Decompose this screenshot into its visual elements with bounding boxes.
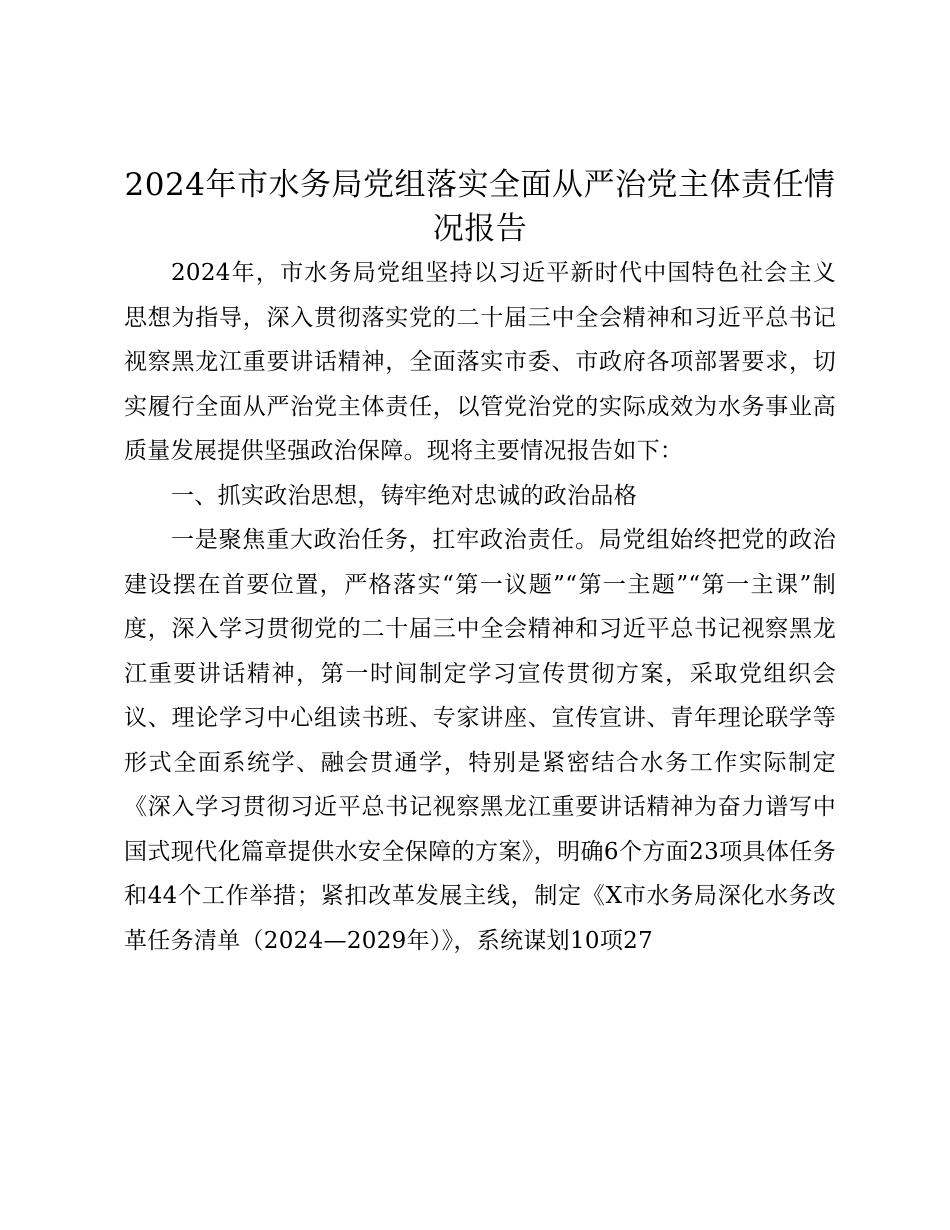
body-paragraph: 一是聚焦重大政治任务，扛牢政治责任。局党组始终把党的政治建设摆在首要位置，严格落实“第一议题”“第一主题”“第一主课”制度，深入学习贯彻党的二十届三中全会精神和习近平总书记视察黑龙江重要讲话精神，第一时间制定学习宣传贯彻方案，采取党组织会议、理论学习中心组读书班、专家讲座、宣传宣讲、青年理论联学等形式全面系统学、融会贯通学，特别是紧密结合水务工作实际制定《深入学习贯彻习近平总书记视察黑龙江重要讲话精神为奋力谱写中国式现代化篇章提供水安全保障的方案》，明确6个方面23项具体任务和44个工作举措；紧扣改革发展主线，制定《X市水务局深化水务改革任务清单（2024—2029年）》，系统谋划10项27 — [124, 527, 836, 954]
section-heading: 一、抓实政治思想，铸牢绝对忠诚的政治品格 — [171, 482, 637, 509]
document-title: 2024年市水务局党组落实全面从严治党主体责任情况报告 — [124, 167, 836, 247]
document-page — [124, 163, 836, 963]
intro-paragraph: 2024年，市水务局党组坚持以习近平新时代中国特色社会主义思想为指导，深入贯彻落实党的二十届三中全会精神和习近平总书记视察黑龙江重要讲话精神，全面落实市委、市政府各项部署要求，切实履行全面从严治党主体责任，以管党治党的实际成效为水务事业高质量发展提供坚强政治保障。现将主要情况报告如下： — [124, 260, 836, 464]
